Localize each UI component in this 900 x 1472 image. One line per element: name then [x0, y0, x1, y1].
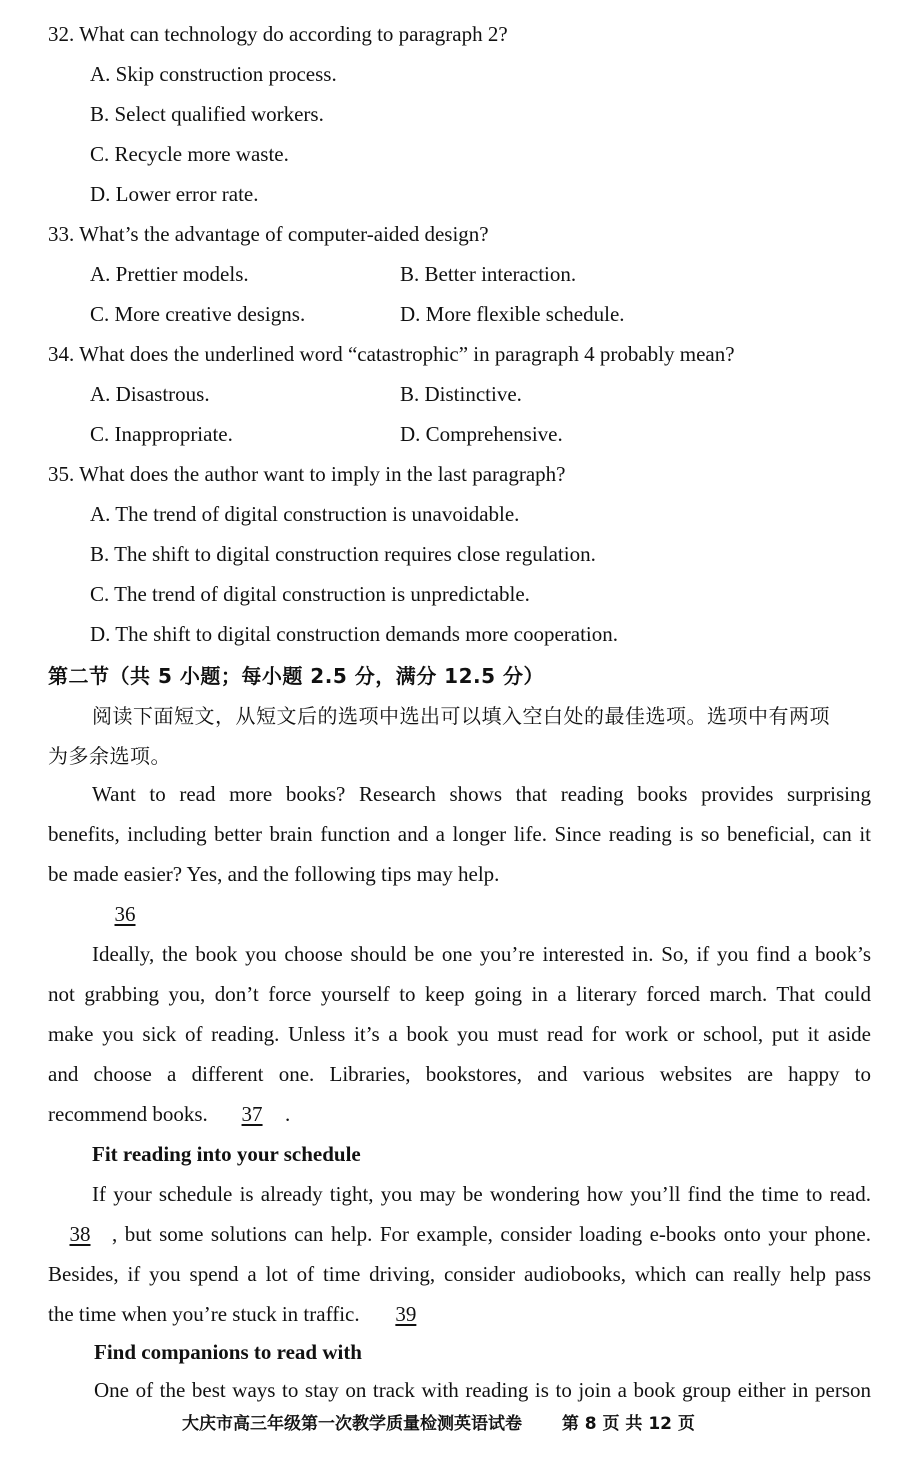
blank-39: 39	[395, 1302, 417, 1326]
question-33-option-b: B. Better interaction.	[400, 262, 577, 286]
passage-p2-end: .	[285, 1102, 291, 1126]
passage-p3-line2	[48, 1220, 871, 1248]
question-33-option-c: C. More creative designs.	[90, 302, 306, 326]
subheading-find-companions: Find companions to read with	[94, 1340, 362, 1364]
question-35-option-d: D. The shift to digital construction demands more cooperation.	[90, 622, 618, 646]
passage-p4-line1: One of the best ways to stay on track with reading is to join a book group either in person	[94, 1378, 871, 1402]
passage-p1-line3: be made easier? Yes, and the following tips may help.	[48, 862, 500, 886]
passage-p3-line1: If your schedule is already tight, you may be wondering how you’ll find the time to read.	[92, 1182, 871, 1206]
question-32-option-d: D. Lower error rate.	[90, 182, 259, 206]
question-34-option-a: A. Disastrous.	[90, 382, 210, 406]
question-33-option-a: A. Prettier models.	[90, 262, 249, 286]
section-heading: 第二节（共 5 小题；每小题 2.5 分，满分 12.5 分）	[48, 664, 544, 688]
footer-exam-title: 大庆市高三年级第一次教学质量检测英语试卷	[182, 1414, 522, 1434]
passage-p3-line4	[48, 1300, 439, 1328]
question-35-option-a: A. The trend of digital construction is unavoidable.	[90, 502, 520, 526]
passage-p2-line5-text: recommend books.	[48, 1102, 208, 1126]
question-34-option-b: B. Distinctive.	[400, 382, 522, 406]
subheading-fit-reading: Fit reading into your schedule	[92, 1142, 361, 1166]
footer-page-number: 第 8 页 共 12 页	[561, 1414, 695, 1434]
question-33-stem: 33. What’s the advantage of computer-aided design?	[48, 222, 489, 246]
passage-p3-line4-text: the time when you’re stuck in traffic.	[48, 1302, 360, 1326]
question-32-option-c: C. Recycle more waste.	[90, 142, 289, 166]
question-35-option-c: C. The trend of digital construction is unpredictable.	[90, 582, 530, 606]
section-instructions-line2: 为多余选项。	[48, 744, 171, 768]
passage-p2-line2: not grabbing you, don’t force yourself to keep going in a literary forced march. That could	[48, 982, 871, 1006]
passage-p3-line3: Besides, if you spend a lot of time driving, consider audiobooks, which can really help pass	[48, 1262, 871, 1286]
blank-36-number: 36	[114, 902, 136, 926]
passage-p1-line2: benefits, including better brain function and a longer life. Since reading is so beneficial, can it	[48, 822, 871, 846]
question-35-stem: 35. What does the author want to imply in the last paragraph?	[48, 462, 566, 486]
question-32-stem: 32. What can technology do according to paragraph 2?	[48, 22, 508, 46]
section-instructions-line1: 阅读下面短文，从短文后的选项中选出可以填入空白处的最佳选项。选项中有两项	[92, 704, 830, 728]
blank-36	[92, 900, 158, 928]
passage-p3-line2-text: , but some solutions can help. For example, consider loading e-books onto your phone.	[112, 1222, 871, 1246]
page-footer	[182, 1410, 695, 1438]
passage-p1-line1: Want to read more books? Research shows that reading books provides surprising	[92, 782, 871, 806]
question-35-option-b: B. The shift to digital construction requires close regulation.	[90, 542, 596, 566]
passage-p2-line3: make you sick of reading. Unless it’s a book you must read for work or school, put it aside	[48, 1022, 871, 1046]
blank-38: 38	[69, 1222, 91, 1246]
passage-p2-line5	[48, 1100, 290, 1128]
question-34-option-c: C. Inappropriate.	[90, 422, 233, 446]
question-32-option-b: B. Select qualified workers.	[90, 102, 324, 126]
passage-p2-line1: Ideally, the book you choose should be one you’re interested in. So, if you find a book’s	[92, 942, 871, 966]
blank-37: 37	[241, 1102, 263, 1126]
question-33-option-d: D. More flexible schedule.	[400, 302, 625, 326]
question-32-option-a: A. Skip construction process.	[90, 62, 337, 86]
question-34-stem: 34. What does the underlined word “catastrophic” in paragraph 4 probably mean?	[48, 342, 735, 366]
passage-p2-line4: and choose a different one. Libraries, bookstores, and various websites are happy to	[48, 1062, 871, 1086]
question-34-option-d: D. Comprehensive.	[400, 422, 563, 446]
